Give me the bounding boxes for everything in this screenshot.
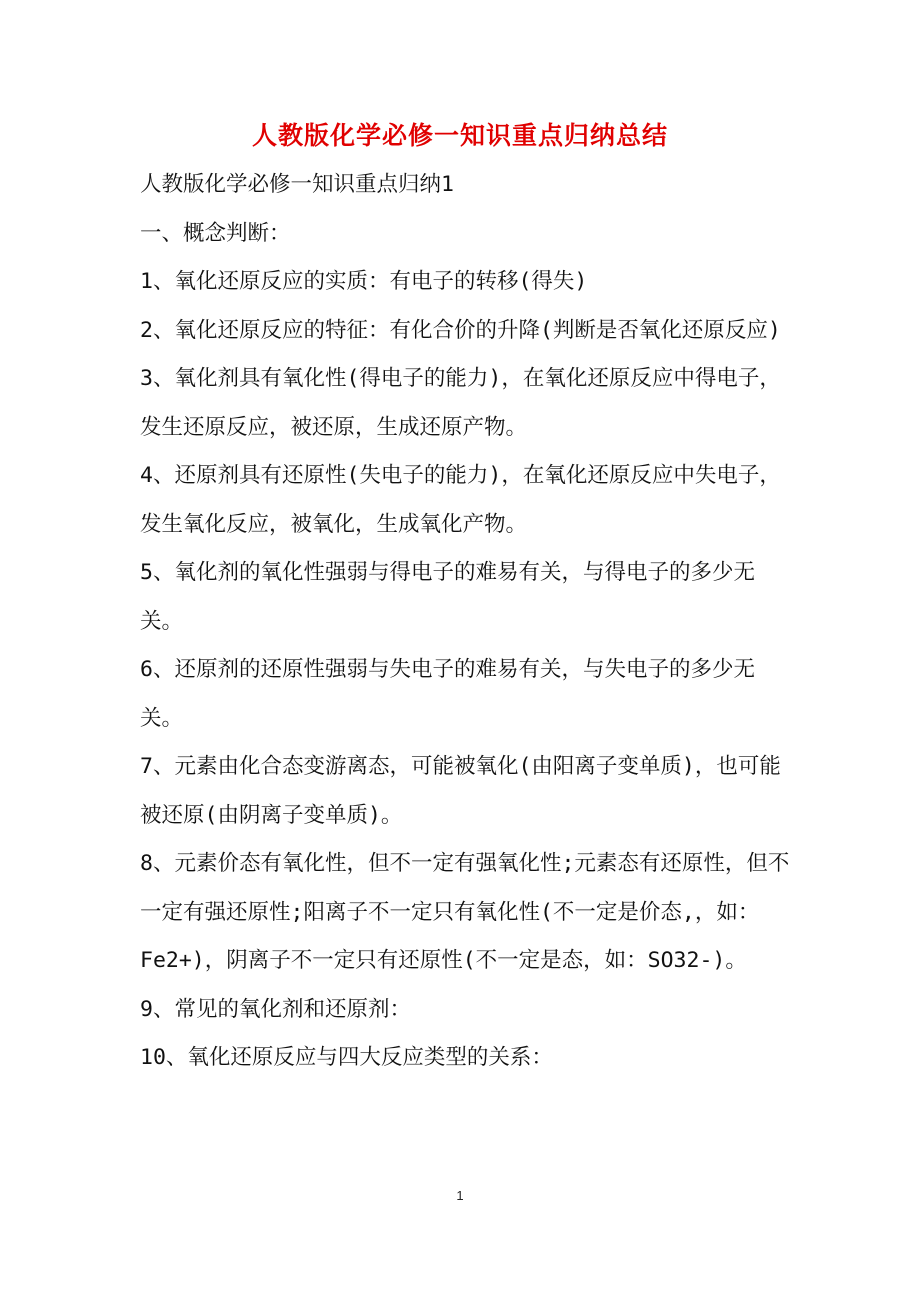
document-subtitle: 人教版化学必修一知识重点归纳1 — [140, 172, 454, 197]
list-item-6: 6、还原剂的还原性强弱与失电子的难易有关，与失电子的多少无关。 — [140, 657, 755, 731]
list-item-2: 2、氧化还原反应的特征：有化合价的升降(判断是否氧化还原反应) — [140, 317, 781, 343]
section-heading: 一、概念判断： — [140, 220, 291, 246]
list-item-9: 9、常见的氧化剂和还原剂： — [140, 996, 411, 1022]
list-item-3: 3、氧化剂具有氧化性(得电子的能力)，在氧化还原反应中得电子，发生还原反应，被还原，生成还原产物。 — [140, 366, 781, 440]
list-item-4: 4、还原剂具有还原性(失电子的能力)，在氧化还原反应中失电子，发生氧化反应，被氧化，生成氧化产物。 — [140, 463, 781, 537]
list-item-10: 10、氧化还原反应与四大反应类型的关系： — [140, 1045, 553, 1070]
document-body — [140, 161, 790, 1083]
list-item-8: 8、元素价态有氧化性，但不一定有强氧化性;元素态有还原性，但不一定有强还原性;阳离子不一定只有氧化性(不一定是价态,，如：Fe2+)，阴离子不一定只有还原性(不一定是态，如：SO32-)。 — [140, 851, 790, 973]
list-item-1: 1、氧化还原反应的实质：有电子的转移(得失) — [140, 269, 588, 294]
list-item-5: 5、氧化剂的氧化性强弱与得电子的难易有关，与得电子的多少无关。 — [140, 560, 755, 634]
list-item-7: 7、元素由化合态变游离态，可能被氧化(由阳离子变单质)，也可能被还原(由阴离子变单质)。 — [140, 754, 781, 828]
page-number: 1 — [456, 1188, 464, 1203]
document-title: 人教版化学必修一知识重点归纳总结 — [251, 121, 668, 150]
